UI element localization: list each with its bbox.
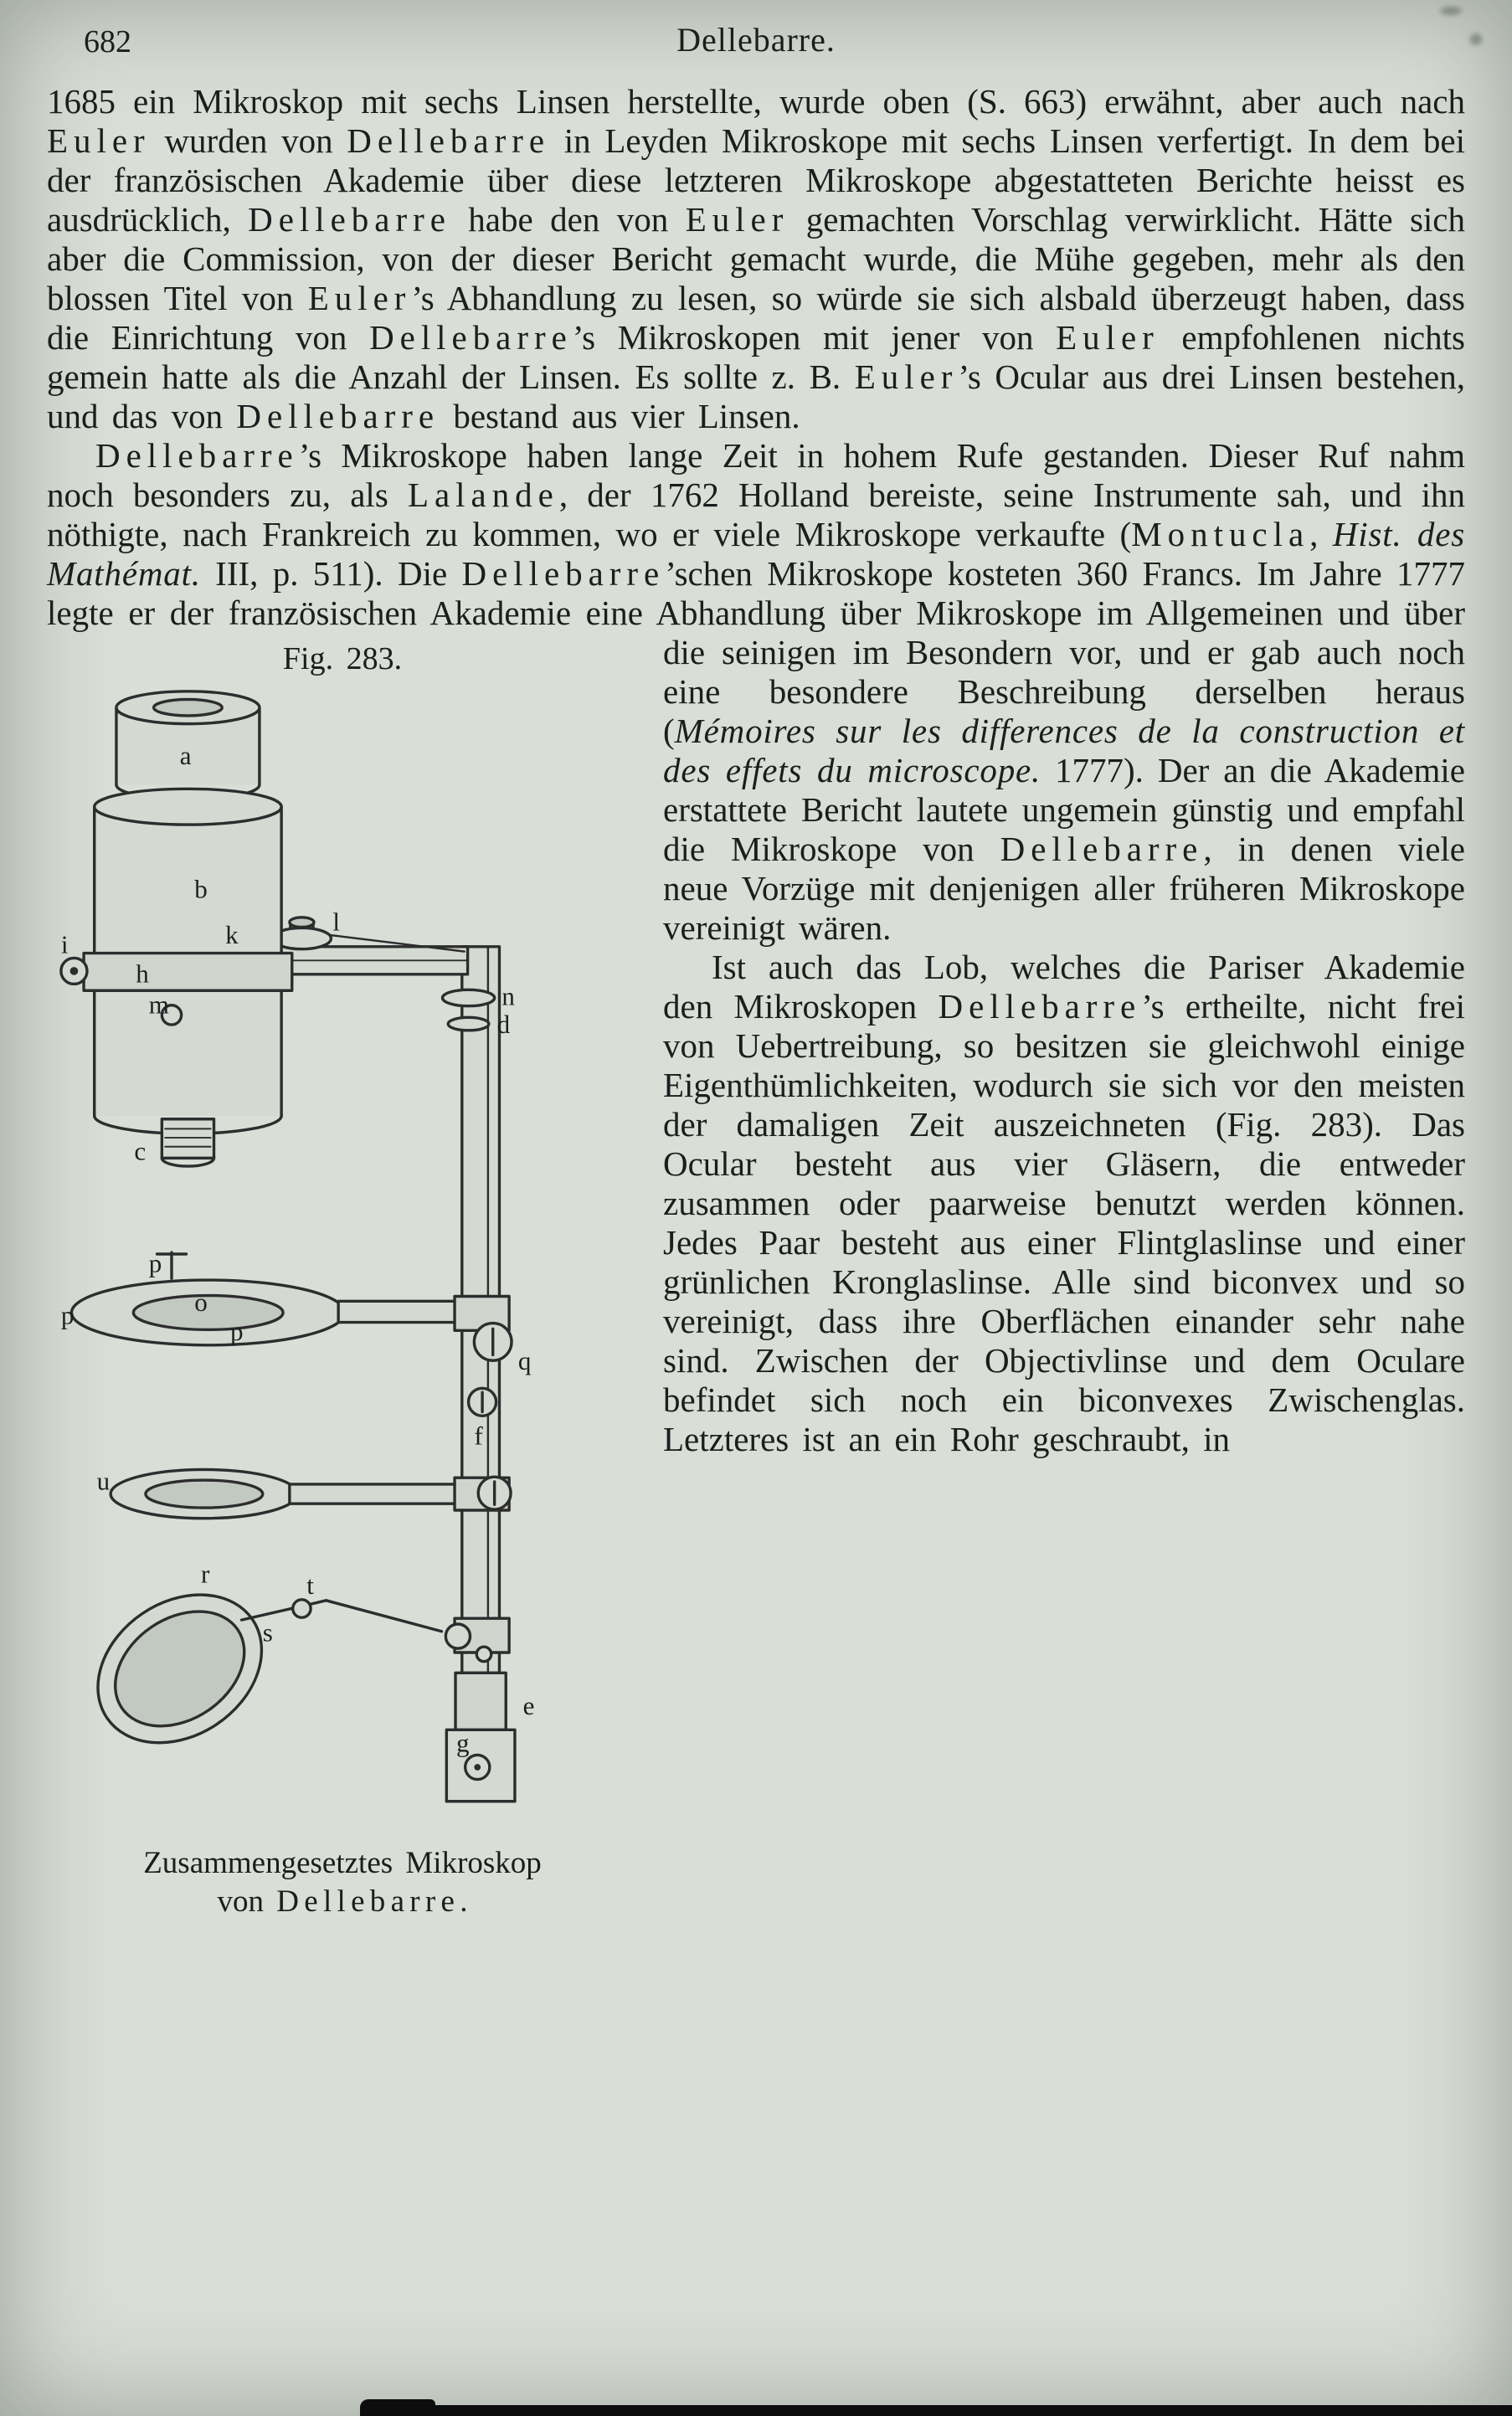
figure-label-q: q	[517, 1345, 532, 1375]
figure-label-o: o	[194, 1287, 208, 1317]
body-tube	[61, 789, 292, 1133]
figure-caption-bottom-line1: Zusammengesetztes Mikroskop	[143, 1846, 542, 1881]
figure-label-b: b	[194, 874, 208, 904]
figure-label-p-inner: p	[229, 1316, 244, 1346]
text-block	[0, 82, 1512, 1920]
pillar-column	[446, 947, 515, 1802]
figure-label-u: u	[96, 1466, 111, 1496]
figure-label-e: e	[522, 1690, 535, 1720]
paragraph-2-text-after: Besondern vor, und er gab auch noch eine besondere Beschreibung derselben heraus (Mémoires sur les differences de la construction et des effets du microscope. 1777). Der an die Akademie erstattete Bericht lautete ungemein günstig und empfahl die Mikroskope von Dellebarre, in denen viele neue Vorzüge mit denjenigen aller früheren Mikroskope vereinigt wären.	[663, 633, 1465, 947]
focus-screw	[469, 1388, 496, 1416]
figure-283	[47, 640, 638, 1921]
figure-label-m: m	[148, 990, 169, 1020]
figure-label-n: n	[501, 981, 515, 1011]
figure-label-a: a	[179, 741, 192, 771]
figure-label-d: d	[496, 1009, 511, 1039]
figure-label-t: t	[306, 1570, 314, 1601]
mirror	[69, 1565, 509, 1773]
figure-caption-top: Fig. 283.	[282, 641, 403, 676]
stage	[72, 1252, 512, 1360]
figure-label-f: f	[474, 1421, 483, 1451]
figure-caption-bottom	[47, 1844, 638, 1921]
figure-label-c: c	[134, 1136, 147, 1166]
figure-caption-bottom-line2: von Dellebarre.	[217, 1884, 468, 1920]
figure-label-s: s	[262, 1617, 273, 1648]
figure-label-p-left: p	[60, 1300, 75, 1330]
figure-label-i: i	[60, 929, 69, 959]
page-number: 682	[84, 24, 131, 59]
carrier-ring	[111, 1469, 511, 1518]
scan-edge-artifact	[360, 2405, 1512, 2416]
microscope-illustration	[58, 685, 627, 1839]
figure-label-k: k	[225, 919, 239, 949]
page-header	[0, 0, 1512, 82]
paragraph-1	[47, 82, 1465, 436]
figure-label-r: r	[200, 1559, 210, 1589]
figure-label-p-top: p	[148, 1248, 162, 1278]
running-head: Dellebarre.	[676, 21, 836, 59]
figure-label-l: l	[332, 907, 340, 937]
figure-label-h: h	[136, 959, 149, 989]
paragraph-1-text: 1685 ein Mikroskop mit sechs Linsen herstellte, wurde oben (S. 663) erwähnt, aber auch nach Euler wurden von Dellebarre in Leyden Mikroskope mit sechs Linsen verfertigt. In dem bei der französischen Akademie über diese letzteren Mikroskope abgestatteten Berichte heisst es ausdrücklich, Dellebarre habe den von Euler gemachten Vorschlag verwirklicht. Hätte sich aber die Commission, von der dieser Bericht gemacht wurde, die Mühe gegeben, mehr als den blossen Titel von Euler’s Abhandlung zu lesen, so würde sie sich alsbald überzeugt haben, dass die Einrichtung von Dellebarre’s Mikroskopen mit jener von Euler empfohlenen nichts gemein hatte als die Anzahl der Linsen. Es sollte z. B. Euler’s Ocular aus drei Linsen bestehen, und das von Dellebarre bestand aus vier Linsen.	[47, 82, 1466, 435]
paragraph-2-text-before: Dellebarre’s Mikroskope haben lange Zeit in hohem Rufe gestanden. Dieser Ruf nahm noch besonders zu, als Lalande, der 1762 Holland bereiste, seine Instrumente sah, und ihn nöthigte, nach Frankreich zu kommen, wo er viele Mikroskope verkaufte (Montucla, Hist. des Mathémat. III, p. 511). Die Dellebarre’schen Mikroskope kosteten 360 Francs. Im Jahre 1777 legte er der französischen Akademie eine Abhandlung über Mikroskope im Allgemeinen und über die seinigen im	[47, 436, 1466, 671]
figure-label-g: g	[455, 1728, 470, 1758]
paragraph-3-text: Ist auch das Lob, welches die Pariser Akademie den Mikroskopen Dellebarre’s ertheilte, nicht frei von Uebertreibung, so besitzen sie gleichwohl einige Eigenthümlichkeiten, wodurch sie sich vor den meisten der damaligen Zeit auszeichneten (Fig. 283). Das Ocular besteht aus vier Gläsern, die entweder zusammen oder paarweise benutzt werden können. Jedes Paar besteht aus einer Flintglaslinse und einer grünlichen Kronglaslinse. Alle sind biconvex und so vereinigt, dass ihre Oberflächen einander sehr nahe sind. Zwischen der Objectivlinse und dem Oculare befindet sich noch ein biconvexes Zwischenglas. Letzteres ist an ein Rohr geschraubt, in	[663, 948, 1465, 1458]
objective-nozzle	[162, 1119, 213, 1166]
